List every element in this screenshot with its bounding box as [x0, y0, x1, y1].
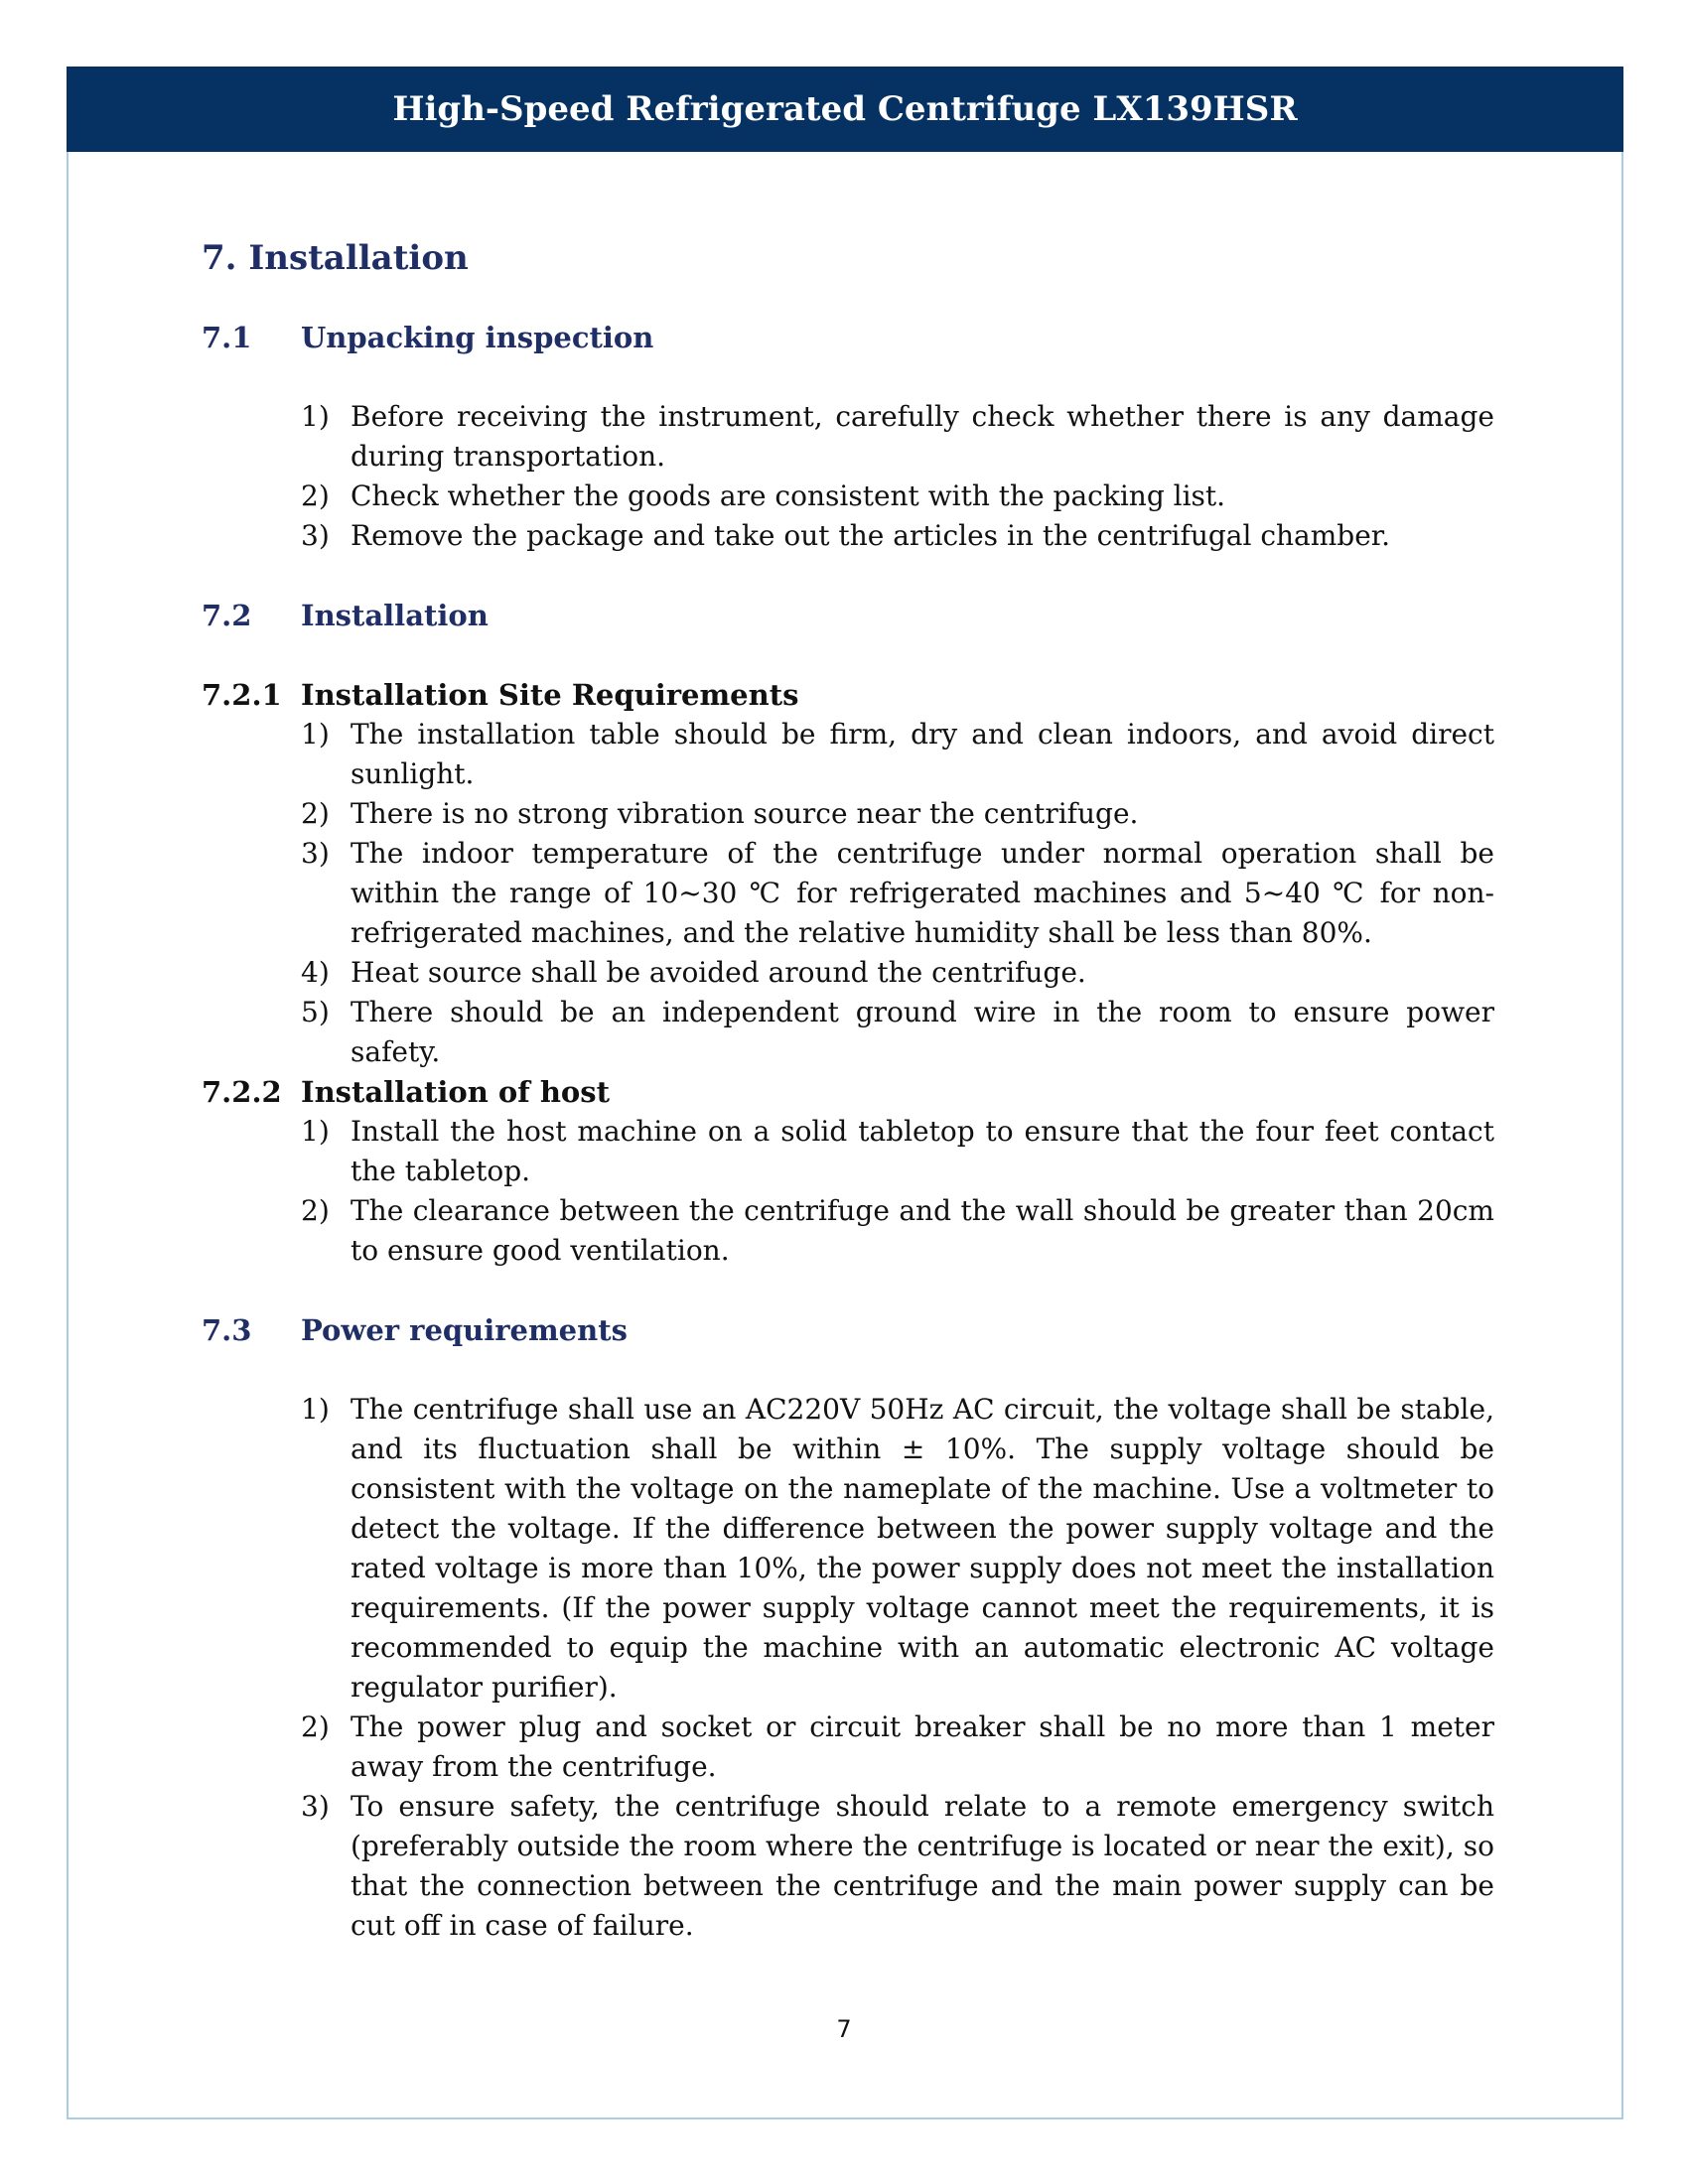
- subsection-title: Installation: [301, 599, 489, 632]
- subsection-title: Installation of host: [301, 1075, 610, 1109]
- list-7-2-2: [202, 1112, 1494, 1271]
- list-item: [301, 1707, 1494, 1787]
- section-heading: 7. Installation: [202, 238, 469, 278]
- list-marker: 3): [301, 519, 330, 552]
- list-7-2-1: [202, 715, 1494, 1072]
- page-content: [202, 228, 1494, 1946]
- document-title: High-Speed Refrigerated Centrifuge LX139HSR: [392, 89, 1298, 129]
- list-item: [301, 953, 1494, 993]
- list-marker: 5): [301, 996, 330, 1028]
- subsection-number: 7.1: [202, 321, 252, 354]
- list-text: The clearance between the centrifuge and the wall should be greater than 20cm to ensure good ventilation.: [351, 1194, 1494, 1267]
- list-item: [301, 834, 1494, 953]
- list-marker: 2): [301, 797, 330, 830]
- list-text: Heat source shall be avoided around the centrifuge.: [351, 956, 1086, 989]
- list-marker: 2): [301, 479, 330, 512]
- subsection-heading-7-3: [202, 1310, 1494, 1350]
- list-item: [301, 477, 1494, 516]
- list-item: [301, 1390, 1494, 1707]
- subsection-heading-7-2-1: [202, 675, 1494, 715]
- subsection-number: 7.2.1: [202, 678, 282, 712]
- list-text: Before receiving the instrument, carefully check whether there is any damage during transportation.: [351, 400, 1494, 473]
- subsection-title: Unpacking inspection: [301, 321, 654, 354]
- list-7-3: [202, 1390, 1494, 1946]
- list-item: [301, 794, 1494, 834]
- list-marker: 1): [301, 718, 330, 751]
- subsection-heading-7-2-2: [202, 1072, 1494, 1112]
- list-marker: 2): [301, 1710, 330, 1743]
- header-banner: [67, 67, 1623, 152]
- list-item: [301, 1787, 1494, 1946]
- list-text: Install the host machine on a solid tabletop to ensure that the four feet contact the tabletop.: [351, 1115, 1494, 1187]
- list-7-1: [202, 397, 1494, 556]
- page-number: 7: [836, 2015, 852, 2043]
- list-text: Remove the package and take out the articles in the centrifugal chamber.: [351, 519, 1391, 552]
- list-text: The power plug and socket or circuit breaker shall be no more than 1 meter away from the centrifuge.: [351, 1710, 1494, 1783]
- list-item: [301, 993, 1494, 1072]
- subsection-number: 7.2: [202, 599, 252, 632]
- list-marker: 1): [301, 1393, 330, 1426]
- subsection-title: Power requirements: [301, 1313, 628, 1347]
- list-marker: 4): [301, 956, 330, 989]
- list-item: [301, 715, 1494, 794]
- list-marker: 1): [301, 1115, 330, 1148]
- list-text: The indoor temperature of the centrifuge under normal operation shall be within the range of 10~30 ℃ for refrigerated machines and 5~40 ℃ for non-refrigerated machines, and the relative humidity shall be less than 80%.: [351, 837, 1494, 949]
- list-item: [301, 397, 1494, 477]
- list-text: To ensure safety, the centrifuge should relate to a remote emergency switch (preferably outside the room where the centrifuge is located or near the exit), so that the connection between the centrifuge and the main power supply can be cut off in case of failure.: [351, 1790, 1494, 1942]
- list-marker: 2): [301, 1194, 330, 1227]
- list-marker: 3): [301, 1790, 330, 1823]
- list-item: [301, 1112, 1494, 1191]
- subsection-number: 7.3: [202, 1313, 252, 1347]
- list-item: [301, 516, 1494, 556]
- subsection-heading-7-2: [202, 596, 1494, 635]
- subsection-heading-7-1: [202, 318, 1494, 357]
- list-text: Check whether the goods are consistent with the packing list.: [351, 479, 1226, 512]
- list-text: There is no strong vibration source near the centrifuge.: [351, 797, 1139, 830]
- list-marker: 1): [301, 400, 330, 433]
- list-text: The centrifuge shall use an AC220V 50Hz AC circuit, the voltage shall be stable, and its fluctuation shall be within ± 10%. The supply voltage should be consistent with the voltage on the nameplate of the machine. Use a voltmeter to detect the voltage. If the difference between the power supply voltage and the rated voltage is more than 10%, the power supply does not meet the installation requirements. (If the power supply voltage cannot meet the requirements, it is recommended to equip the machine with an automatic electronic AC voltage regulator purifier).: [351, 1393, 1494, 1704]
- list-text: The installation table should be firm, dry and clean indoors, and avoid direct sunlight.: [351, 718, 1494, 790]
- subsection-number: 7.2.2: [202, 1075, 282, 1109]
- list-text: There should be an independent ground wire in the room to ensure power safety.: [351, 996, 1494, 1068]
- list-item: [301, 1191, 1494, 1271]
- subsection-title: Installation Site Requirements: [301, 678, 799, 712]
- list-marker: 3): [301, 837, 330, 870]
